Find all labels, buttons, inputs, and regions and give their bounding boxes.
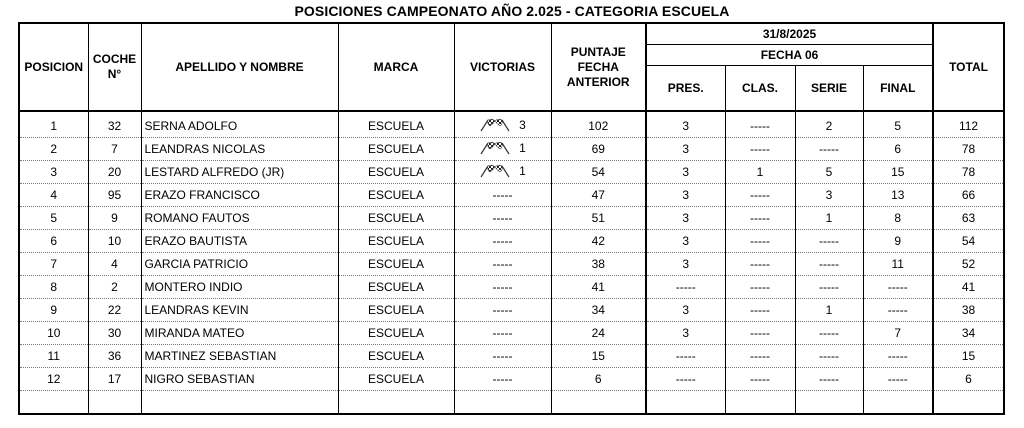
cell-nombre: LEANDRAS NICOLAS [141, 138, 338, 161]
cell-posicion: 3 [19, 161, 88, 184]
cell-posicion: 12 [19, 368, 88, 391]
cell-pres: 3 [646, 207, 725, 230]
cell-total: 6 [933, 368, 1004, 391]
cell-final: 9 [863, 230, 933, 253]
cell-puntaje-anterior: 42 [551, 230, 646, 253]
header-coche [88, 23, 141, 111]
cell-pres: 3 [646, 184, 725, 207]
cell-posicion: 4 [19, 184, 88, 207]
cell-victorias: ----- [454, 276, 551, 299]
cell-nombre: GARCIA PATRICIO [141, 253, 338, 276]
checkered-flags-icon [479, 164, 511, 178]
cell-total: 52 [933, 253, 1004, 276]
cell-marca: ESCUELA [338, 345, 454, 368]
cell-serie: ----- [795, 230, 863, 253]
cell-marca: ESCUELA [338, 253, 454, 276]
victorias-count: 1 [519, 163, 526, 178]
cell-coche: 30 [88, 322, 141, 345]
cell-marca: ESCUELA [338, 138, 454, 161]
cell-clas: ----- [725, 115, 795, 138]
cell-nombre: MARTINEZ SEBASTIAN [141, 345, 338, 368]
victorias-count: 1 [519, 140, 526, 155]
cell-coche: 10 [88, 230, 141, 253]
cell-serie: 1 [795, 207, 863, 230]
checkered-flags-icon [479, 118, 511, 132]
cell-puntaje-anterior: 69 [551, 138, 646, 161]
cell-victorias [454, 161, 551, 184]
cell-puntaje-anterior: 34 [551, 299, 646, 322]
cell-puntaje-anterior: 38 [551, 253, 646, 276]
cell-victorias: ----- [454, 207, 551, 230]
cell-posicion: 11 [19, 345, 88, 368]
cell-clas: ----- [725, 230, 795, 253]
cell-puntaje-anterior: 15 [551, 345, 646, 368]
cell-final: 8 [863, 207, 933, 230]
header-victorias: VICTORIAS [454, 23, 551, 111]
cell-total: 66 [933, 184, 1004, 207]
cell-puntaje-anterior: 41 [551, 276, 646, 299]
cell-nombre: SERNA ADOLFO [141, 115, 338, 138]
table-row [19, 115, 1004, 138]
cell-serie: 2 [795, 115, 863, 138]
cell-victorias [454, 138, 551, 161]
header-fecha: FECHA 06 [646, 45, 933, 66]
cell-clas: ----- [725, 368, 795, 391]
cell-coche: 95 [88, 184, 141, 207]
victorias-count: 3 [519, 117, 526, 132]
table-row [19, 207, 1004, 230]
cell-pres: 3 [646, 322, 725, 345]
cell-total: 78 [933, 161, 1004, 184]
cell-coche: 7 [88, 138, 141, 161]
header-puntaje-line2: FECHA [577, 59, 619, 74]
cell-total: 54 [933, 230, 1004, 253]
cell-puntaje-anterior: 24 [551, 322, 646, 345]
victorias-badge [479, 164, 527, 178]
cell-final: ----- [863, 276, 933, 299]
cell-victorias: ----- [454, 184, 551, 207]
checkered-flags-icon [479, 141, 511, 155]
cell-clas: ----- [725, 276, 795, 299]
standings-body [19, 111, 1004, 414]
header-puntaje-line3: ANTERIOR [566, 74, 630, 89]
cell-pres: ----- [646, 368, 725, 391]
header-pres: PRES. [646, 66, 725, 112]
empty-row [19, 391, 1004, 415]
cell-victorias: ----- [454, 322, 551, 345]
table-row [19, 322, 1004, 345]
cell-marca: ESCUELA [338, 276, 454, 299]
table-row [19, 253, 1004, 276]
cell-pres: ----- [646, 345, 725, 368]
cell-coche: 20 [88, 161, 141, 184]
victorias-badge [479, 118, 527, 132]
table-row [19, 184, 1004, 207]
cell-total: 112 [933, 115, 1004, 138]
cell-victorias [454, 115, 551, 138]
cell-victorias: ----- [454, 299, 551, 322]
table-row [19, 161, 1004, 184]
cell-final: 7 [863, 322, 933, 345]
cell-nombre: ERAZO FRANCISCO [141, 184, 338, 207]
cell-final: ----- [863, 368, 933, 391]
cell-puntaje-anterior: 47 [551, 184, 646, 207]
cell-puntaje-anterior: 51 [551, 207, 646, 230]
cell-posicion: 7 [19, 253, 88, 276]
cell-serie: ----- [795, 345, 863, 368]
header-nombre: APELLIDO Y NOMBRE [141, 23, 338, 111]
table-row [19, 230, 1004, 253]
cell-clas: 1 [725, 161, 795, 184]
cell-marca: ESCUELA [338, 115, 454, 138]
cell-final: 11 [863, 253, 933, 276]
cell-serie: ----- [795, 322, 863, 345]
cell-total: 63 [933, 207, 1004, 230]
cell-posicion: 8 [19, 276, 88, 299]
cell-nombre: ERAZO BAUTISTA [141, 230, 338, 253]
table-row [19, 345, 1004, 368]
cell-coche: 32 [88, 115, 141, 138]
cell-clas: ----- [725, 299, 795, 322]
cell-victorias: ----- [454, 253, 551, 276]
cell-marca: ESCUELA [338, 299, 454, 322]
cell-serie: 5 [795, 161, 863, 184]
cell-clas: ----- [725, 184, 795, 207]
cell-marca: ESCUELA [338, 368, 454, 391]
page-title: POSICIONES CAMPEONATO AÑO 2.025 - CATEGORIA ESCUELA [294, 3, 730, 19]
cell-puntaje-anterior: 54 [551, 161, 646, 184]
cell-total: 38 [933, 299, 1004, 322]
cell-coche: 2 [88, 276, 141, 299]
cell-pres: 3 [646, 115, 725, 138]
table-row [19, 299, 1004, 322]
cell-marca: ESCUELA [338, 184, 454, 207]
cell-posicion: 9 [19, 299, 88, 322]
cell-nombre: NIGRO SEBASTIAN [141, 368, 338, 391]
cell-nombre: MONTERO INDIO [141, 276, 338, 299]
cell-pres: 3 [646, 161, 725, 184]
cell-serie: ----- [795, 276, 863, 299]
cell-victorias: ----- [454, 230, 551, 253]
table-row [19, 368, 1004, 391]
victorias-badge [479, 141, 527, 155]
cell-nombre: LESTARD ALFREDO (JR) [141, 161, 338, 184]
cell-nombre: ROMANO FAUTOS [141, 207, 338, 230]
cell-pres: 3 [646, 253, 725, 276]
header-total: TOTAL [933, 23, 1004, 111]
cell-marca: ESCUELA [338, 161, 454, 184]
cell-puntaje-anterior: 6 [551, 368, 646, 391]
cell-final: ----- [863, 299, 933, 322]
cell-final: 13 [863, 184, 933, 207]
cell-final: 6 [863, 138, 933, 161]
cell-nombre: MIRANDA MATEO [141, 322, 338, 345]
cell-total: 41 [933, 276, 1004, 299]
header-final: FINAL [863, 66, 933, 112]
cell-puntaje-anterior: 102 [551, 115, 646, 138]
header-puntaje-line1: PUNTAJE [570, 44, 626, 59]
header-posicion: POSICION [19, 23, 88, 111]
cell-final: ----- [863, 345, 933, 368]
header-coche-label: COCHE [92, 52, 137, 66]
cell-serie: ----- [795, 253, 863, 276]
cell-marca: ESCUELA [338, 322, 454, 345]
cell-posicion: 10 [19, 322, 88, 345]
cell-pres: 3 [646, 230, 725, 253]
header-marca: MARCA [338, 23, 454, 111]
cell-coche: 17 [88, 368, 141, 391]
cell-pres: ----- [646, 276, 725, 299]
header-clas: CLAS. [725, 66, 795, 112]
cell-coche: 22 [88, 299, 141, 322]
cell-marca: ESCUELA [338, 207, 454, 230]
cell-pres: 3 [646, 299, 725, 322]
cell-serie: ----- [795, 138, 863, 161]
table-row [19, 138, 1004, 161]
cell-marca: ESCUELA [338, 230, 454, 253]
header-date: 31/8/2025 [646, 23, 933, 45]
cell-final: 5 [863, 115, 933, 138]
header-coche-number: N° [107, 67, 122, 81]
header-puntaje-anterior [551, 23, 646, 111]
cell-posicion: 6 [19, 230, 88, 253]
cell-nombre: LEANDRAS KEVIN [141, 299, 338, 322]
cell-clas: ----- [725, 345, 795, 368]
standings-table [18, 22, 1005, 415]
cell-total: 78 [933, 138, 1004, 161]
cell-clas: ----- [725, 207, 795, 230]
header-serie: SERIE [795, 66, 863, 112]
cell-clas: ----- [725, 138, 795, 161]
cell-posicion: 2 [19, 138, 88, 161]
cell-serie: 1 [795, 299, 863, 322]
cell-total: 34 [933, 322, 1004, 345]
cell-coche: 4 [88, 253, 141, 276]
cell-serie: 3 [795, 184, 863, 207]
table-row [19, 276, 1004, 299]
cell-clas: ----- [725, 322, 795, 345]
cell-clas: ----- [725, 253, 795, 276]
cell-coche: 36 [88, 345, 141, 368]
cell-serie: ----- [795, 368, 863, 391]
cell-posicion: 1 [19, 115, 88, 138]
cell-victorias: ----- [454, 345, 551, 368]
cell-final: 15 [863, 161, 933, 184]
cell-posicion: 5 [19, 207, 88, 230]
cell-pres: 3 [646, 138, 725, 161]
cell-total: 15 [933, 345, 1004, 368]
cell-victorias: ----- [454, 368, 551, 391]
cell-coche: 9 [88, 207, 141, 230]
